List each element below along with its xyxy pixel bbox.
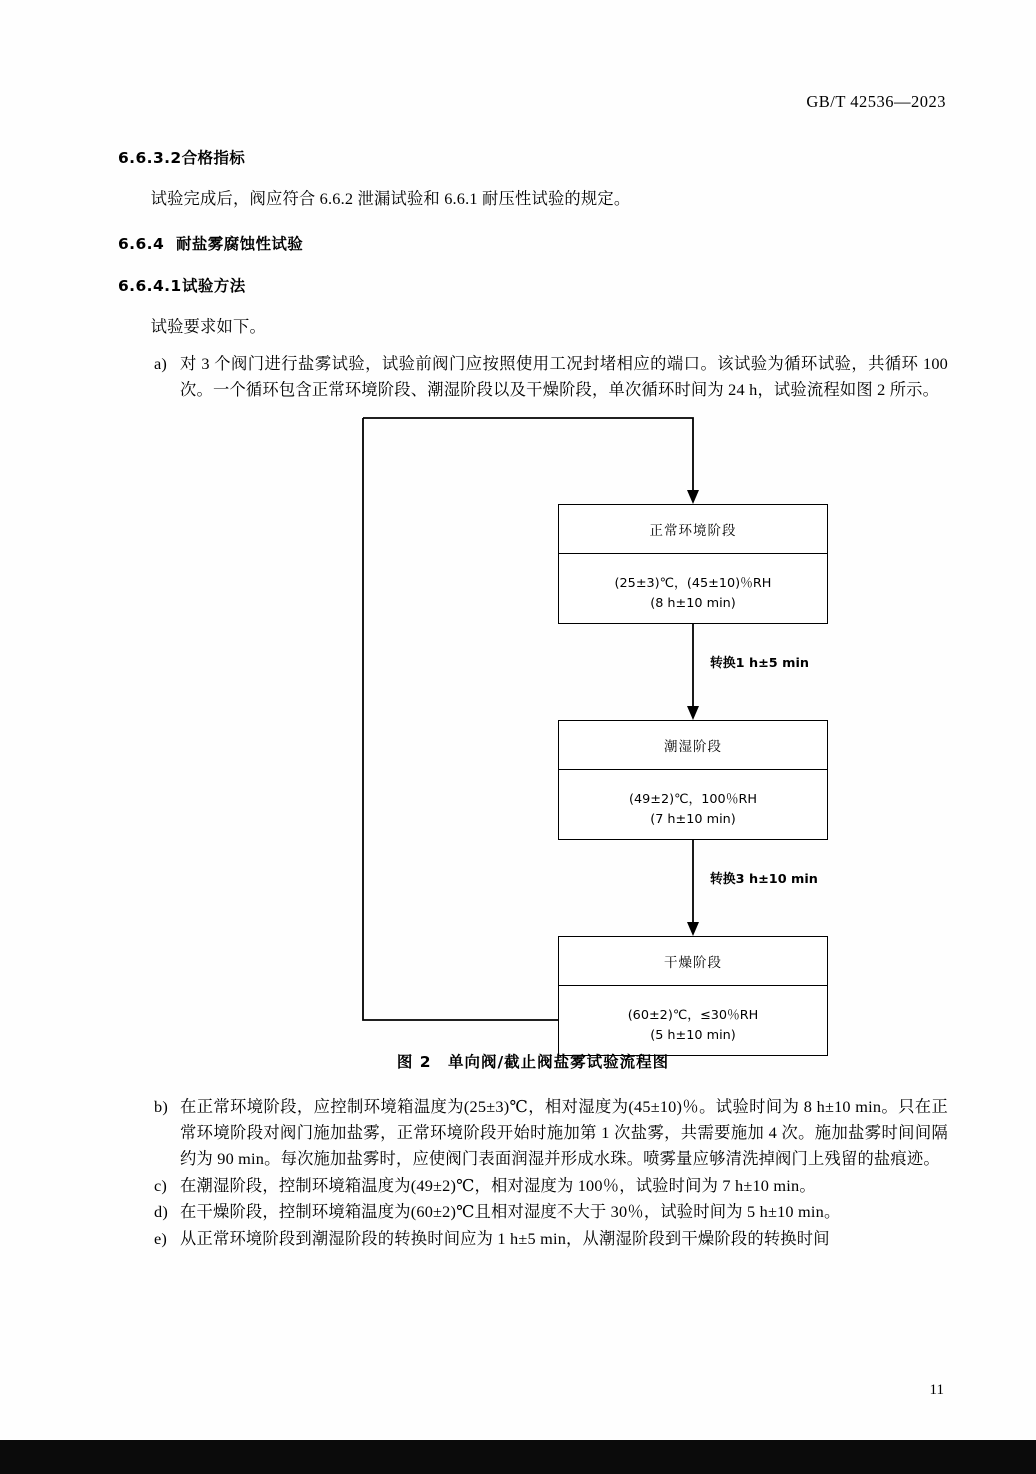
list-item [118,1173,948,1199]
flow-box-detail-line1: (60±2)℃，≤30％RH [627,1007,759,1023]
figure-2-flowchart [118,408,948,1080]
scan-edge-band [0,1440,1036,1474]
heading-6-6-4-1 [118,274,948,296]
list-item [118,351,948,404]
list-item-text: 在干燥阶段，控制环境箱温度为(60±2)℃且相对湿度不大于 30％，试验时间为 5 h±10 min。 [180,1202,841,1222]
heading-6-6-4 [118,232,948,254]
transition-label-1: 转换1 h±5 min [710,655,809,671]
flow-box-normal-stage [558,504,828,624]
flow-box-title: 潮湿阶段 [559,721,827,770]
list-item [118,1226,948,1252]
flow-box-detail [559,770,827,850]
heading-title: 合格指标 [181,149,246,167]
heading-6-6-3-2 [118,146,948,168]
flowchart-diagram [118,408,948,1048]
flow-box-detail-line2: (7 h±10 min) [650,811,736,827]
list-item-text: 在潮湿阶段，控制环境箱温度为(49±2)℃，相对湿度为 100％，试验时间为 7 h±10 min。 [180,1175,816,1195]
list-item-text: 对 3 个阀门进行盐雾试验，试验前阀门应按照使用工况封堵相应的端口。该试验为循环试验，共循环 100 次。一个循环包含正常环境阶段、潮湿阶段以及干燥阶段，单次循环时间为 24 h，试验流程如图 2 所示。 [180,353,948,400]
flow-box-title: 干燥阶段 [559,937,827,986]
heading-number: 6.6.4.1 [118,277,182,296]
figure-caption: 图 2 单向阀/截止阀盐雾试验流程图 [396,1052,670,1071]
list-item-marker: b) [154,1096,168,1116]
flow-box-humid-stage [558,720,828,840]
flow-box-detail-line2: (8 h±10 min) [650,595,736,611]
list-item-text: 从正常环境阶段到潮湿阶段的转换时间应为 1 h±5 min，从潮湿阶段到干燥阶段的转换时间 [180,1228,830,1248]
heading-title: 耐盐雾腐蚀性试验 [176,235,304,254]
paragraph-6-6-4-1: 试验要求如下。 [150,317,266,337]
transition-label-2: 转换3 h±10 min [710,871,818,887]
list-item [118,1094,948,1173]
flow-box-detail-line1: (49±2)℃，100％RH [628,791,758,807]
flow-box-detail-line2: (5 h±10 min) [650,1027,736,1043]
flow-box-title: 正常环境阶段 [559,505,827,554]
paragraph-6-6-3-2: 试验完成后，阀应符合 6.6.2 泄漏试验和 6.6.1 耐压性试验的规定。 [150,189,631,208]
page-content [118,146,948,1252]
list-item [118,1199,948,1225]
list-item-marker: a) [154,353,168,373]
heading-number: 6.6.3.2 [118,149,182,167]
heading-title: 试验方法 [182,277,246,296]
list-item-marker: c) [154,1175,168,1195]
page-header-standard-id: GB/T 42536—2023 [806,92,946,111]
heading-number: 6.6.4 [118,235,165,254]
flow-box-detail [559,554,827,634]
flow-box-detail-line1: (25±3)℃，(45±10)％RH [614,575,772,591]
list-item-marker: d) [154,1202,168,1222]
page-number: 11 [929,1382,944,1398]
list-item-text: 在正常环境阶段，应控制环境箱温度为(25±3)℃，相对湿度为(45±10)％。试验时间为 8 h±10 min。只在正常环境阶段对阀门施加盐雾，正常环境阶段开始时施加第 1 次盐雾，共需要施加 4 次。施加盐雾时间间隔约为 90 min。每次施加盐雾时，应使阀门表面润湿并形成水珠。喷雾量应够清洗掉阀门上残留的盐痕迹。 [180,1096,948,1169]
list-item-marker: e) [154,1228,168,1248]
flow-box-dry-stage [558,936,828,1056]
